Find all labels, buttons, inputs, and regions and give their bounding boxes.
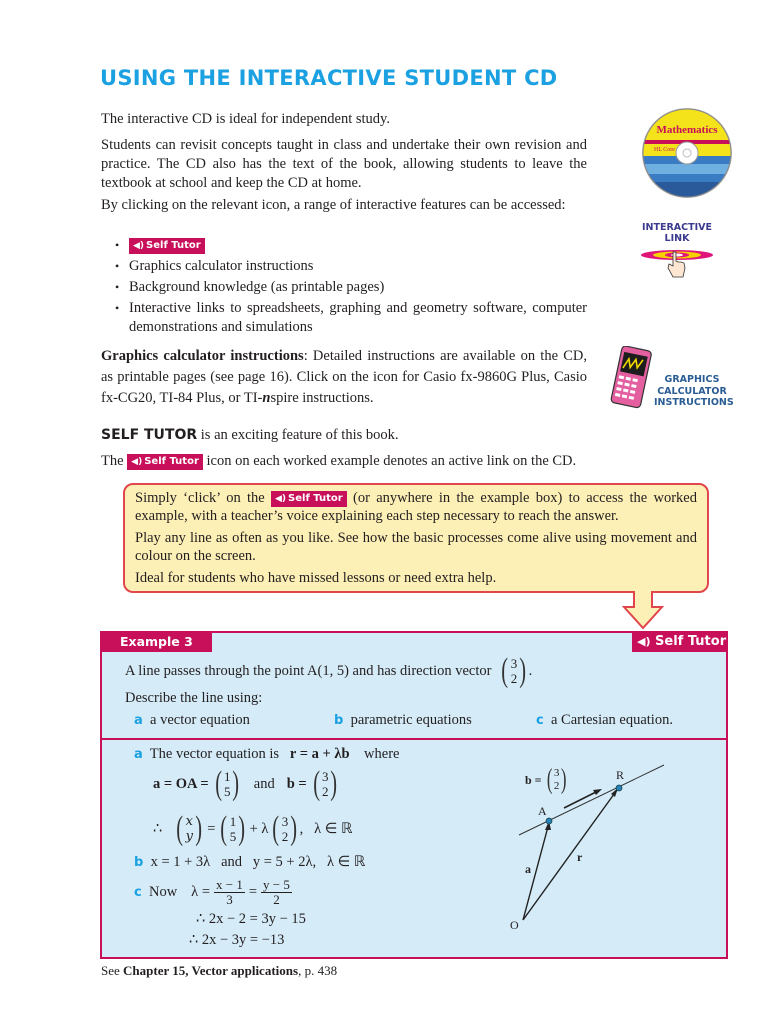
point-o-label: O [510,918,519,932]
vector-a-label: a [525,862,531,876]
self-tutor-callout [123,483,709,593]
solution-a-line3: ∴ ( x y ) = ( 1 5 ) + λ ( 3 2 ) , λ ∈ ℝ [153,810,353,847]
speaker-icon: ◀) [133,241,145,251]
point-r-label: R [616,768,625,782]
part-c: c a Cartesian equation. [536,712,673,728]
feature-list [115,236,587,339]
pointing-hand-icon [636,244,718,280]
example-self-tutor-button[interactable]: ◀) Self Tutor [632,631,728,652]
direction-vector: ( 3 2 ) [501,652,527,689]
feature-interactive-links: • Interactive links to spreadsheets, graphing and geometry software, computer demonstrations and simulations [115,299,587,337]
vector-r-label: r [577,850,583,864]
svg-text:HL Core: HL Core [654,147,675,153]
self-tutor-intro: SELF TUTOR is an exciting feature of this book. [101,427,399,443]
example-label: Example 3 [100,631,212,652]
speaker-icon: ◀) [131,457,143,467]
page-title: USING THE INTERACTIVE STUDENT CD [100,66,558,90]
solution-b: b x = 1 + 3λ and y = 5 + 2λ, λ ∈ ℝ [134,854,366,870]
speaker-icon: ◀) [637,635,651,648]
callout-paragraph-3: Ideal for students who have missed lessons or need extra help. [135,570,497,586]
example-question: A line passes through the point A(1, 5) and has direction vector ( 3 2 ) . [125,652,533,689]
example-divider [100,738,728,740]
callout-paragraph-1: Simply ‘click’ on the ◀) Self Tutor (or anywhere in the example box) to access the worked example, with a teacher’s voice explaining each step necessary to reach the answer. [135,490,697,524]
icons-paragraph: By clicking on the relevant icon, a range of interactive features can be accessed: [101,197,566,213]
self-tutor-badge[interactable]: ◀) Self Tutor [127,454,203,470]
solution-c-line3: ∴ 2x − 3y = −13 [189,932,285,948]
solution-c-line2: ∴ 2x − 2 = 3y − 15 [196,911,306,927]
solution-c-line1: c Now λ = $\frac{x - 1}{3}$ = $\frac{y - 5}{2}$ [134,877,290,907]
revisit-paragraph: Students can revisit concepts taught in class and undertake their own revision and practice. The CD also has the text of the book, allowing students to leave the textbook at school and keep the CD at home. [101,137,587,191]
feature-background-knowledge: • Background knowledge (as printable pages) [115,278,587,297]
feature-self-tutor[interactable] [115,236,587,255]
graphics-calculator-icon[interactable]: GRAPHICS CALCULATOR INSTRUCTIONS [604,346,732,410]
graphics-calc-paragraph: Graphics calculator instructions: Detailed instructions are available on the CD, as printable pages (see page 16). Click on the icon for Casio fx-9860G Plus, Casio fx-CG20, TI-84 Plus, or TI-nspire instructions. [101,348,587,406]
diagram-b-vector: b = ( 3 2 ) [525,764,567,795]
solution-a-line2: a = OA = ( 1 5 ) and b = ( 3 2 ) [153,765,338,802]
self-tutor-icon-line: The ◀) Self Tutor icon on each worked example denotes an active link on the CD. [101,453,577,469]
calculator-icon [604,346,660,410]
point-a-label: A [538,804,547,818]
speaker-icon: ◀) [275,494,287,504]
intro-paragraph: The interactive CD is ideal for independent study. [101,111,390,127]
chapter-reference: See Chapter 15, Vector applications, p. 438 [101,963,338,978]
part-a: a a vector equation [134,712,250,728]
self-tutor-badge[interactable]: ◀) Self Tutor [271,491,347,507]
vector-line-diagram [490,750,690,950]
solution-a-line1: a The vector equation is r = a + λb where [134,746,400,762]
callout-paragraph-2: Play any line as often as you like. See how the basic processes come alive using movement and colour on the screen. [135,530,697,564]
interactive-link-icon[interactable]: INTERACTIVE LINK [636,222,718,285]
self-tutor-badge[interactable]: ◀) Self Tutor [129,238,205,254]
cd-icon[interactable] [640,106,734,200]
feature-graphics-calc: • Graphics calculator instructions [115,257,587,276]
part-b: b parametric equations [334,712,472,728]
cd-title: Mathematics [656,124,718,136]
describe-label: Describe the line using: [125,690,263,706]
down-arrow-icon [622,591,664,631]
